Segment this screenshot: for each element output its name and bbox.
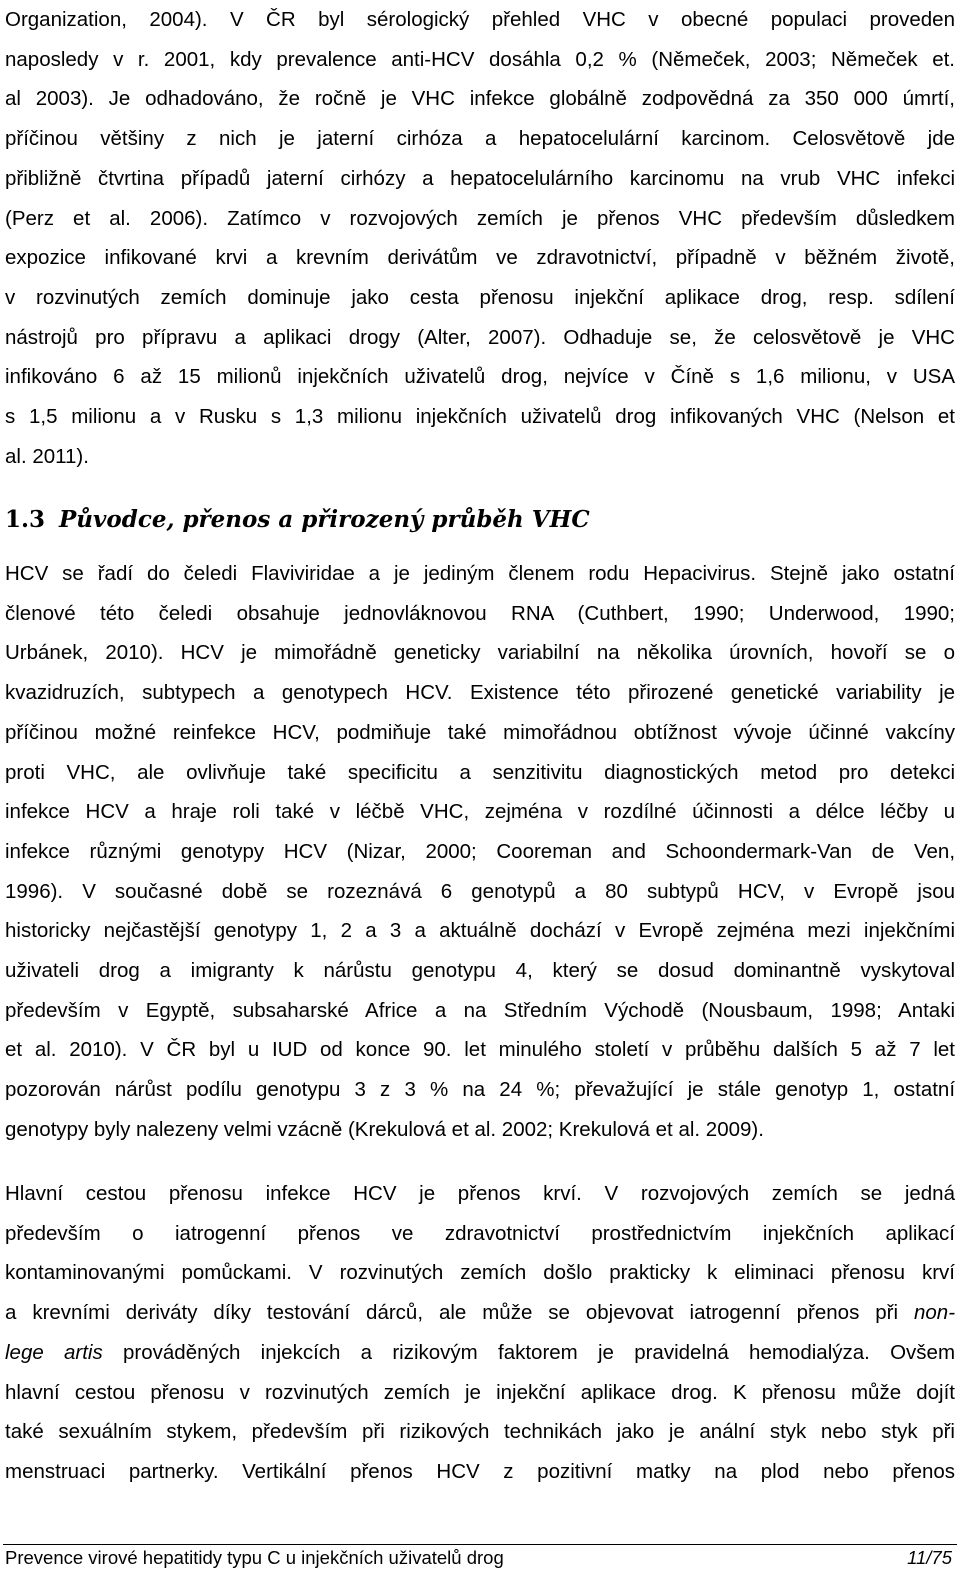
- text-line: v rozvinutých zemích dominuje jako cesta přenosu injekční aplikace drog, resp. sdílení: [5, 285, 955, 309]
- text-line: uživateli drog a imigranty k nárůstu genotypu 4, který se dosud dominantně vyskytoval: [5, 959, 955, 983]
- text-line: také sexuálním stykem, především při rizikových technikách jako je anální styk nebo styk při: [5, 1420, 955, 1444]
- section-title: Původce, přenos a přirozený průběh VHC: [59, 506, 590, 533]
- text-line: infekce různými genotypy HCV (Nizar, 2000; Cooreman and Schoondermark-Van de Ven,: [5, 839, 956, 863]
- text-line: přibližně čtvrtina případů jaterní cirhózy a hepatocelulárního karcinomu na vrub VHC infekci: [5, 166, 955, 190]
- text-line: [5, 1333, 955, 1373]
- text-line: proti VHC, ale ovlivňuje také specificitu a senzitivitu diagnostických metod pro detekci: [5, 760, 955, 784]
- text-line: především o iatrogenní přenos ve zdravotnictví prostřednictvím injekčních aplikací: [5, 1221, 955, 1245]
- text-line: [5, 1293, 955, 1333]
- italic-term: lege artis: [5, 1340, 103, 1364]
- text-line: kvazidruzích, subtypech a genotypech HCV. Existence této přirozené genetické variability je: [5, 681, 956, 705]
- text-line: al. 2011).: [5, 444, 89, 468]
- text-segment: prováděných injekcích a rizikovým faktorem je pravidelná hemodialýza. Ovšem: [123, 1340, 956, 1364]
- text-line: expozice infikované krvi a krevním derivátům ve zdravotnictví, případně v běžném životě,: [5, 246, 955, 270]
- text-line: Organization, 2004). V ČR byl sérologický přehled VHC v obecné populaci proveden: [5, 8, 955, 31]
- text-segment: a krevními deriváty díky testování dárců, ale může se objevovat iatrogenní přenos při: [5, 1301, 899, 1325]
- text-line: (Perz et al. 2006). Zatímco v rozvojových zemích je přenos VHC především důsledkem: [5, 206, 955, 230]
- text-line: Hlavní cestou přenosu infekce HCV je přenos krví. V rozvojových zemích se jedná: [5, 1182, 955, 1205]
- section-number: 1.3: [5, 506, 46, 533]
- text-line: infekce HCV a hraje roli také v léčbě VHC, zejména v rozdílné účinnosti a délce léčby u: [5, 800, 955, 824]
- text-line: Urbánek, 2010). HCV je mimořádně geneticky variabilní na několika úrovních, hovoří se o: [5, 641, 955, 665]
- section-heading: [5, 505, 590, 535]
- text-line: et al. 2010). V ČR byl u IUD od konce 90. let minulého století v průběhu dalších 5 až 7 let: [5, 1038, 955, 1062]
- italic-term: non-: [913, 1301, 956, 1325]
- text-line: příčinou většiny z nich je jaterní cirhóza a hepatocelulární karcinom. Celosvětově jde: [5, 127, 956, 151]
- paragraph-transmission: [5, 1174, 955, 1492]
- text-line: hlavní cestou přenosu v rozvinutých zemích je injekční aplikace drog. K přenosu může dojít: [5, 1380, 955, 1404]
- text-line: pozorován nárůst podílu genotypu 3 z 3 % na 24 %; převažující je stále genotyp 1, ostatní: [5, 1078, 956, 1102]
- page-footer: [5, 1545, 952, 1571]
- paragraph-prevalence: [5, 0, 955, 476]
- footer-title: Prevence virové hepatitidy typu C u injekčních uživatelů drog: [5, 1547, 504, 1568]
- text-line: naposledy v r. 2001, kdy prevalence anti-HCV dosáhla 0,2 % (Němeček, 2003; Němeček et.: [5, 47, 955, 71]
- text-line: 1996). V současné době se rozeznává 6 genotypů a 80 subtypů HCV, v Evropě jsou: [5, 879, 955, 903]
- text-line: členové této čeledi obsahuje jednovláknovou RNA (Cuthbert, 1990; Underwood, 1990;: [5, 601, 956, 625]
- text-line: infikováno 6 až 15 milionů injekčních uživatelů drog, nejvíce v Číně s 1,6 milionu, v USA: [5, 365, 956, 389]
- page-number: 11/75: [907, 1547, 952, 1568]
- text-line: příčinou možné reinfekce HCV, podmiňuje také mimořádnou obtížnost vývoje účinné vakcíny: [5, 720, 955, 744]
- text-line: především v Egyptě, subsaharské Africe a na Středním Východě (Nousbaum, 1998; Antaki: [5, 998, 955, 1022]
- text-line: kontaminovanými pomůckami. V rozvinutých zemích došlo prakticky k eliminaci přenosu krví: [5, 1261, 955, 1285]
- text-line: s 1,5 milionu a v Rusku s 1,3 milionu injekčních uživatelů drog infikovaných VHC (Nelson et: [5, 405, 955, 429]
- text-line: menstruaci partnerky. Vertikální přenos HCV z pozitivní matky na plod nebo přenos: [5, 1459, 956, 1483]
- text-line: HCV se řadí do čeledi Flaviviridae a je jediným členem rodu Hepacivirus. Stejně jako ostatní: [5, 562, 956, 585]
- paragraph-genotypes: [5, 554, 955, 1150]
- text-line: nástrojů pro přípravu a aplikaci drogy (Alter, 2007). Odhaduje se, že celosvětově je VHC: [5, 325, 955, 349]
- text-line: genotypy byly nalezeny velmi vzácně (Krekulová et al. 2002; Krekulová et al. 2009).: [5, 1117, 764, 1141]
- text-line: al 2003). Je odhadováno, že ročně je VHC infekce globálně zodpovědná za 350 000 úmrtí,: [5, 87, 955, 111]
- text-line: historicky nejčastější genotypy 1, 2 a 3 a aktuálně dochází v Evropě zejména mezi injekčními: [5, 919, 956, 943]
